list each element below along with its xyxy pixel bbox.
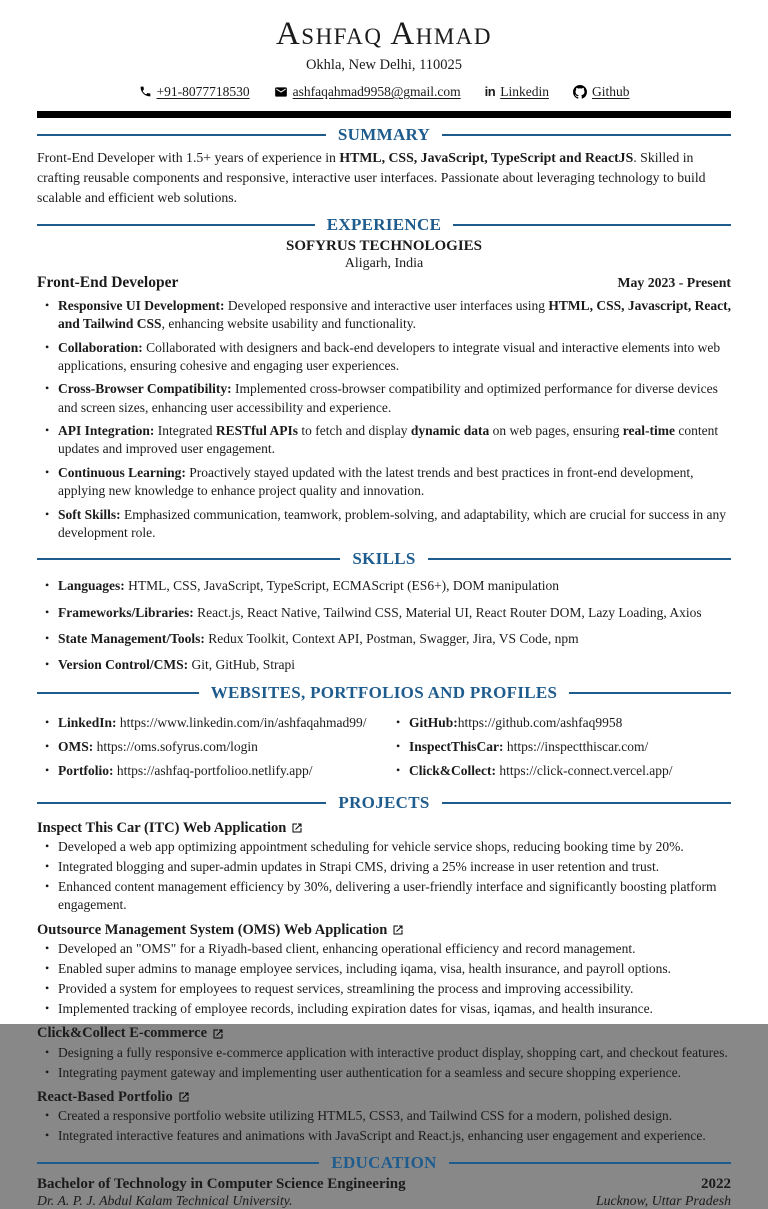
header-divider	[37, 111, 731, 118]
project-portfolio	[37, 1089, 731, 1146]
company-name: SOFYRUS TECHNOLOGIES	[285, 237, 483, 254]
project-bullet: • Enabled super admins to manage employee services, including iqama, visa, health insurance, and payroll options.	[37, 960, 731, 978]
project-bullet: • Developed a web app optimizing appointment scheduling for vehicle service shops, reducing booking time by 20%.	[37, 838, 731, 856]
email-icon	[274, 85, 288, 99]
phone-icon	[139, 85, 152, 98]
email-address: ashfaqahmad9958@gmail.com	[292, 83, 461, 99]
profile-link[interactable]: • OMS: https://oms.sofyrus.com/login	[37, 738, 380, 756]
project-clickcollect	[37, 1025, 731, 1082]
section-heading-education	[37, 1153, 731, 1173]
websites-columns	[37, 706, 731, 786]
project-bullet: • Integrating payment gateway and implementing user authentication for a seamless and secure shopping experience.	[37, 1064, 731, 1082]
skill-item: • Version Control/CMS: Git, GitHub, Strapi	[37, 656, 731, 674]
project-bullet: • Integrated blogging and super-admin updates in Strapi CMS, driving a 25% increase in user retention and trust.	[37, 858, 731, 876]
section-heading-projects	[37, 793, 731, 813]
websites-left-column	[37, 709, 380, 786]
section-heading-summary	[37, 125, 731, 145]
summary-title: SUMMARY	[337, 124, 431, 144]
websites-right-column	[388, 709, 731, 786]
websites-title: WEBSITES, PORTFOLIOS AND PROFILES	[210, 682, 558, 702]
project-title: React-Based Portfolio	[37, 1089, 731, 1106]
project-bullet: • Integrated interactive features and animations with JavaScript and React.js, enhancing user engagement and experience.	[37, 1127, 731, 1145]
experience-bullet: • Continuous Learning: Proactively stayed updated with the latest trends and best practices in front-end development, applying new knowledge to enhance project quality and innovation.	[37, 464, 731, 501]
education-school-row	[37, 1193, 731, 1209]
section-heading-skills	[37, 549, 731, 569]
external-link-icon[interactable]	[291, 822, 303, 834]
external-link-icon[interactable]	[392, 924, 404, 936]
project-title: Outsource Management System (OMS) Web Application	[37, 922, 731, 939]
skill-item: • Frameworks/Libraries: React.js, React Native, Tailwind CSS, Material UI, React Router DOM, Lazy Loading, Axios	[37, 604, 731, 622]
external-link-icon[interactable]	[212, 1028, 224, 1040]
person-name: Ashfaq Ahmad	[275, 16, 493, 52]
summary-paragraph: Front-End Developer with 1.5+ years of experience in HTML, CSS, JavaScript, TypeScript and ReactJS. Skilled in crafting reusable components and responsive, interactive user interfaces. Passionate about leveraging technology to build scalable and efficient web solutions.	[37, 149, 706, 205]
experience-bullet: • Soft Skills: Emphasized communication, teamwork, problem-solving, and adaptability, which are crucial for success in any development role.	[37, 506, 731, 543]
graduation-year: 2022	[701, 1175, 731, 1192]
experience-bullet: • Collaboration: Collaborated with designers and back-end developers to integrate visual and interactive elements into web applications, ensuring cohesive and engaging user experiences.	[37, 339, 731, 376]
skill-item: • Languages: HTML, CSS, JavaScript, TypeScript, ECMAScript (ES6+), DOM manipulation	[37, 577, 731, 595]
linkedin-icon: in	[484, 84, 496, 100]
experience-bullet: • API Integration: Integrated RESTful APIs to fetch and display dynamic data on web pages, ensuring real-time content updates and improved user engagement.	[37, 422, 731, 459]
job-title: Front-End Developer	[37, 273, 179, 291]
profile-link[interactable]: • InspectThisCar: https://inspectthiscar.com/	[388, 738, 731, 756]
skills-list	[37, 577, 731, 674]
project-bullet: • Implemented tracking of employee records, including expiration dates for visas, iqamas, and health insurance.	[37, 1000, 731, 1018]
project-itc	[37, 820, 731, 915]
project-bullet: • Developed an "OMS" for a Riyadh-based client, enhancing operational efficiency and record management.	[37, 940, 731, 958]
phone-link[interactable]	[139, 84, 250, 100]
education-title: EDUCATION	[331, 1152, 437, 1172]
phone-number: +91-8077718530	[156, 83, 250, 99]
role-row	[37, 274, 731, 292]
school-name: Dr. A. P. J. Abdul Kalam Technical University.	[37, 1192, 293, 1208]
person-location: Okhla, New Delhi, 110025	[305, 56, 463, 73]
github-link[interactable]	[573, 84, 630, 100]
profile-link[interactable]: • Portfolio: https://ashfaq-portfolioo.netlify.app/	[37, 762, 380, 780]
project-title: Inspect This Car (ITC) Web Application	[37, 820, 731, 837]
linkedin-link[interactable]	[485, 84, 549, 100]
experience-bullet: • Responsive UI Development: Developed responsive and interactive user interfaces using HTML, CSS, Javascript, React, and Tailwind CSS, enhancing website usability and functionality.	[37, 297, 731, 334]
education-degree-row	[37, 1176, 731, 1193]
external-link-icon[interactable]	[178, 1091, 190, 1103]
github-icon	[573, 85, 587, 99]
github-label: Github	[591, 83, 630, 99]
job-dates: May 2023 - Present	[617, 274, 731, 290]
section-heading-experience	[37, 215, 731, 235]
school-location: Lucknow, Uttar Pradesh	[595, 1192, 731, 1208]
project-bullet: • Enhanced content management efficiency by 30%, delivering a user-friendly interface and significantly boosting platform engagement.	[37, 878, 731, 915]
skill-item: • State Management/Tools: Redux Toolkit, Context API, Postman, Swagger, Jira, VS Code, npm	[37, 630, 731, 648]
project-bullet: • Provided a system for employees to request services, streamlining the process and improving accessibility.	[37, 980, 731, 998]
linkedin-label: Linkedin	[500, 83, 549, 99]
email-link[interactable]	[274, 84, 461, 100]
project-bullet: • Designing a fully responsive e-commerce application with interactive product display, shopping cart, and checkout features.	[37, 1044, 731, 1062]
contact-bar	[37, 84, 731, 100]
project-oms	[37, 922, 731, 1018]
project-bullet: • Created a responsive portfolio website utilizing HTML5, CSS3, and Tailwind CSS for a modern, polished design.	[37, 1107, 731, 1125]
projects-title: PROJECTS	[338, 792, 430, 812]
company-location: Aligarh, India	[344, 255, 424, 271]
degree-name: Bachelor of Technology in Computer Science Engineering	[37, 1175, 406, 1192]
profile-link[interactable]: • GitHub:https://github.com/ashfaq9958	[388, 714, 731, 732]
section-heading-websites	[37, 683, 731, 703]
experience-title: EXPERIENCE	[326, 214, 442, 234]
skills-title: SKILLS	[352, 549, 416, 569]
profile-link[interactable]: • Click&Collect: https://click-connect.vercel.app/	[388, 762, 731, 780]
project-title: Click&Collect E-commerce	[37, 1025, 731, 1042]
profile-link[interactable]: • LinkedIn: https://www.linkedin.com/in/ashfaqahmad99/	[37, 714, 380, 732]
experience-bullet: • Cross-Browser Compatibility: Implemented cross-browser compatibility and optimized performance for diverse devices and screen sizes, enhancing user accessibility and experience.	[37, 380, 731, 417]
experience-bullets	[37, 297, 731, 542]
